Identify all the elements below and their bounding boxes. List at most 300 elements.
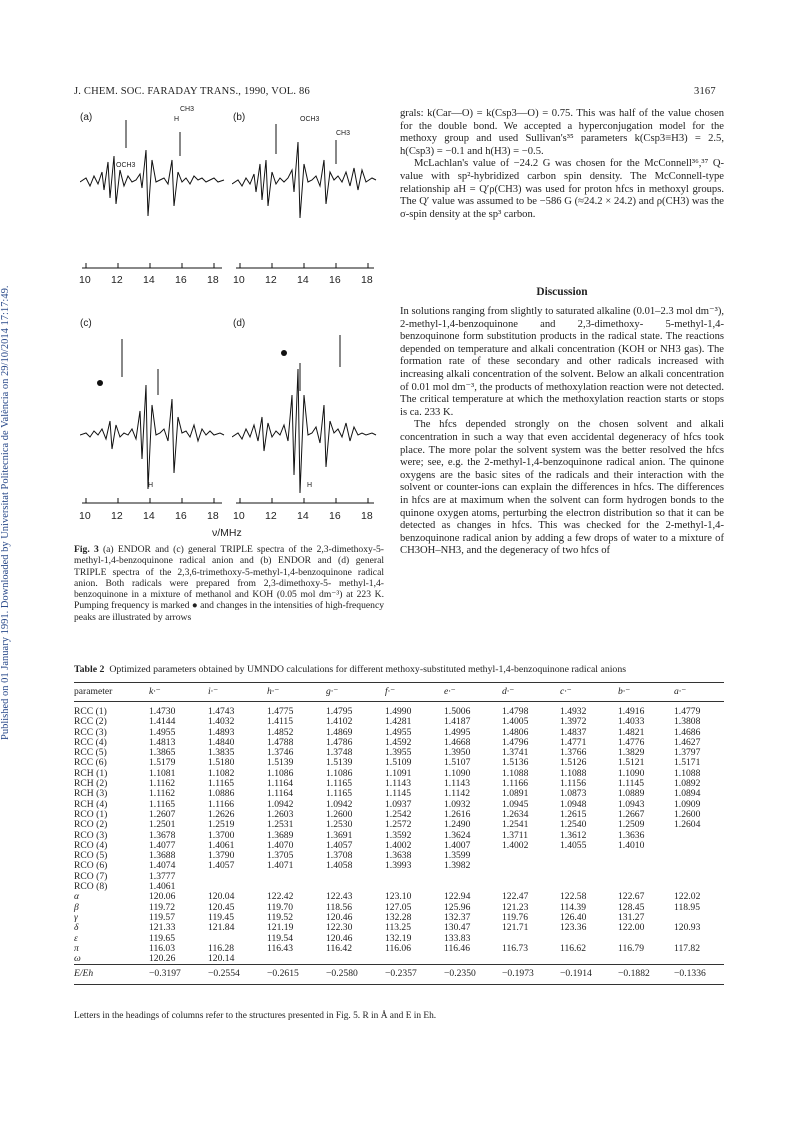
table-cell: 1.1088 [674,767,701,779]
figure-caption-text: (a) ENDOR and (c) general TRIPLE spectra of the 2,3-dimethoxy-5-methyl-1,4-benzoquinone radical anion and (b) ENDOR and (d) general TRIPLE spectra of the 2,3,6-trimethoxy-5-methyl-1,4-benzoquinone radical anion. Both radicals were prepared from 2,3-dimethoxy-5- methyl-1,4-benzoquinone in a mixture of methanol and KOH (0.05 mol dm⁻³) at 223 K. Pumping frequency is marked ● and changes in the intensities of high-frequency peaks are illustrated by arrows [74,544,385,623]
column-header: a·⁻ [674,683,724,702]
table-cell [502,861,560,871]
axis-bottom-row [82,497,382,509]
energy-row [74,965,724,984]
row-label: π [74,942,79,954]
table-cell: 1.5126 [560,757,587,769]
table-cell: 1.4005 [502,716,529,728]
table-cell: 1.1142 [444,788,471,800]
table-cell: 121.71 [502,922,529,934]
table-cell: 1.3691 [326,829,353,841]
table-cell: 1.1090 [444,767,471,779]
table-cell: 1.2634 [502,808,529,820]
table-cell: 1.3835 [208,747,235,759]
table-cell: 1.4686 [674,726,701,738]
table-cell: 119.57 [149,911,176,923]
table-cell: 1.5139 [326,757,353,769]
row-label: RCO (1) [74,808,108,820]
table-cell [618,861,674,871]
table-cell: 1.4995 [444,726,471,738]
table-cell: 1.3746 [267,747,294,759]
column-header: parameter [74,683,149,702]
table-cell: 119.65 [149,932,176,944]
column-header: f·⁻ [385,683,444,702]
table-cell: 121.23 [502,901,529,913]
table-cell: 1.2607 [149,808,176,820]
row-label: RCH (3) [74,788,108,800]
table-cell: 1.4077 [149,839,176,851]
table-cell: 1.3705 [267,850,294,862]
table-cell [502,954,560,965]
spectrum-d-trace [232,325,382,495]
table-cell [267,872,326,882]
table-cell [208,872,267,882]
table-cell: 1.2616 [444,808,471,820]
table-cell: 116.79 [618,942,645,954]
table-cell: 1.5139 [267,757,294,769]
body-paragraph: The hfcs depended strongly on the chosen solvent and alkali concentration in such a way that even accidental degeneracy of hfcs took place. The more polar the solvent system was the better resolved the hfcs were; see, e.g. the 2-methyl-1,4-benzoquinone radical anion. The quinone oxygens are the basic sites of the radicals and their interaction with the solvent or counter-ions can explain the differences in hfcs. The differences in hfcs are at maximum when the solvent can form hydrogen bonds to the quinone oxygen atoms, perturbing the electron distribution so that it can be detected as changes in hfcs. This was checked for the 2-methyl-1,4-benzoquinone radical anion by adding a few drops of water to a mixture of CH3OH–NH3, and the degeneracy of two hfcs of [400,419,724,557]
table-row [74,923,724,933]
table-cell [618,851,674,861]
table-cell [674,831,724,841]
panel-b-label: (b) [233,112,246,123]
row-label: E/Eh [74,965,149,984]
table-cell: 1.5006 [444,706,471,717]
panel-d-h-label: H [307,482,313,489]
table-cell: 1.3741 [502,747,529,759]
tick-label: 12 [265,274,277,286]
table-cell: 1.0891 [502,788,529,800]
table-cell: 1.1164 [267,778,294,790]
table-cell: 1.4893 [208,726,235,738]
tick-label: 14 [297,510,309,522]
table-cell [267,954,326,965]
table-cell: 1.4102 [326,716,353,728]
table-cell: 1.0942 [326,798,353,810]
table-cell: 122.94 [444,891,471,903]
table-cell: 1.5121 [618,757,645,769]
row-label: δ [74,922,79,934]
table-cell: 1.4852 [267,726,294,738]
table-cell: 1.0945 [502,798,529,810]
table-cell: 1.2600 [674,808,701,820]
table-cell: 117.82 [674,942,701,954]
table-cell: 1.3955 [385,747,412,759]
table-cell: 1.4187 [444,716,471,728]
table-cell: 1.0889 [618,788,645,800]
table-cell: 1.4010 [618,839,645,851]
table-cell: 120.46 [326,911,353,923]
panel-c-h-label: H [148,482,154,489]
table-cell: 1.4776 [618,736,645,748]
table-cell: 1.1156 [560,778,587,790]
table-cell: 1.4033 [618,716,645,728]
table-cell: 1.4668 [444,736,471,748]
body-paragraph: grals: k(Car—O) = k(Csp3—O) = 0.75. This was half of the value chosen for the double bond. We accepted a hyperconjugation model for the methoxy group and used Sullivan's³⁵ parameters k(Csp3≡H3) = 2.5, h(Csp3) = −0.1 and h(H3) = −0.5. [400,108,724,157]
table-cell: 113.25 [385,922,412,934]
table-cell: 1.3612 [560,829,587,841]
table-cell: 1.4955 [385,726,412,738]
table-cell: 1.4813 [149,736,176,748]
column-header: i·⁻ [208,683,267,702]
table-cell: 1.4144 [149,716,176,728]
table-cell: 1.3624 [444,829,471,841]
table-cell [618,954,674,965]
table-cell [674,851,724,861]
table-cell: 116.03 [149,942,176,954]
table-cell: 1.2519 [208,819,235,831]
table-cell: 1.4821 [618,726,645,738]
table-cell: 120.26 [149,953,176,965]
right-column-discussion [400,306,724,558]
section-heading: Discussion [536,286,588,298]
table-cell [444,872,502,882]
figure-caption-lead: Fig. 3 [74,544,99,555]
table-title-lead: Table 2 [74,664,105,675]
table-cell: 122.47 [502,891,529,903]
panel-d-label: (d) [233,318,246,329]
table-cell: 122.67 [618,891,645,903]
table-cell: 1.4058 [326,860,353,872]
table-cell: 119.70 [267,901,294,913]
table-cell [674,841,724,851]
row-label: RCO (4) [74,839,108,851]
table-cell: 120.04 [208,891,235,903]
table-cell: 1.1082 [208,767,235,779]
table-cell [674,872,724,882]
table-cell: 1.1086 [326,767,353,779]
table-cell: 1.3950 [444,747,471,759]
table-cell: 1.4869 [326,726,353,738]
table-cell: 1.4743 [208,706,235,717]
table-cell: −0.1914 [560,965,618,984]
table-cell: 1.3748 [326,747,353,759]
table-cell: −0.2615 [267,965,326,984]
table-cell: 1.3766 [560,747,587,759]
table-cell: 121.84 [208,922,235,934]
table-cell: 130.47 [444,922,471,934]
table-cell: −0.2357 [385,965,444,984]
table-cell [326,954,385,965]
table-cell: 1.4730 [149,706,176,717]
download-stamp [0,220,16,740]
journal-header: J. CHEM. SOC. FARADAY TRANS., 1990, VOL. 86 [74,86,310,97]
table-cell [560,851,618,861]
table-cell: 1.1088 [560,767,587,779]
table-cell: 1.0892 [674,778,701,790]
table-cell: 1.4057 [326,839,353,851]
spectrum-b-trace [232,120,382,220]
table-cell [385,954,444,965]
table-cell [444,954,502,965]
table-cell: 1.2541 [502,819,529,831]
table-cell: 1.4071 [267,860,294,872]
column-header: d·⁻ [502,683,560,702]
table-cell [618,872,674,882]
table-cell: 1.4796 [502,736,529,748]
row-label: RCC (4) [74,736,107,748]
table-cell: 1.3865 [149,747,176,759]
table-cell: 128.45 [618,901,645,913]
table-cell: 1.5179 [149,757,176,769]
table-cell: 119.72 [149,901,176,913]
table-cell: 1.4798 [502,706,529,717]
row-label: RCH (1) [74,767,108,779]
panel-a-och3-label: OCH3 [116,162,136,169]
panel-a-label: (a) [80,112,93,123]
tick-label: 10 [79,510,91,522]
row-label: RCO (8) [74,881,108,893]
table-cell: 1.1165 [326,788,353,800]
table-title-text: Optimized parameters obtained by UMNDO calculations for different methoxy-substituted methyl-1,4-benzoquinone radical anions [109,664,627,675]
table-cell: −0.1973 [502,965,560,984]
table-cell: 1.1088 [502,767,529,779]
table-cell: 1.4840 [208,736,235,748]
table-cell: 1.3829 [618,747,645,759]
tick-label: 18 [207,274,219,286]
tick-label: 14 [297,274,309,286]
table-cell: 1.1081 [149,767,176,779]
table-cell: 118.56 [326,901,353,913]
table-cell: −0.2350 [444,965,502,984]
table-cell: 1.2540 [560,819,587,831]
table-cell: 121.19 [267,922,294,934]
table-cell: 127.05 [385,901,412,913]
table-cell: 1.3599 [444,850,471,862]
tick-label: 18 [361,274,373,286]
table-cell [560,954,618,965]
column-header: e·⁻ [444,683,502,702]
table-cell: −0.1882 [618,965,674,984]
row-label: RCH (4) [74,798,108,810]
row-label: RCC (5) [74,747,107,759]
table-cell: 1.2600 [326,808,353,820]
table-cell: 1.2615 [560,808,587,820]
table-cell [502,872,560,882]
tick-label: 10 [233,510,245,522]
table-cell: 114.39 [560,901,587,913]
table-cell: 1.3678 [149,829,176,841]
table-cell: 131.27 [618,911,645,923]
table-cell: 1.5136 [502,757,529,769]
tick-label: 16 [329,510,341,522]
table-cell: 1.3688 [149,850,176,862]
column-header: g·⁻ [326,683,385,702]
table-cell: 120.14 [208,953,235,965]
table-cell: 1.1145 [618,778,645,790]
table-cell: 1.3790 [208,850,235,862]
table-cell: 122.30 [326,922,353,934]
row-label: RCC (6) [74,757,107,769]
table-cell: 132.37 [444,911,471,923]
table-cell: 1.0943 [618,798,645,810]
table-cell: 1.2542 [385,808,412,820]
table-cell: 119.54 [267,932,294,944]
table-cell: 1.3636 [618,829,645,841]
table-cell: 1.2501 [149,819,176,831]
table-cell: 1.3808 [674,716,701,728]
table-cell: 1.3592 [385,829,412,841]
table-cell: 1.0886 [208,788,235,800]
table-title [74,664,734,675]
right-column-top [400,108,724,221]
column-header: c·⁻ [560,683,618,702]
panel-a-h-label: H [174,116,180,123]
table-cell: 1.4055 [560,839,587,851]
download-stamp-text: Published on 01 January 1991. Downloaded by Universitat Politecnica de València on 29/10/2014 17:17:49. [0,285,11,740]
axis-top-row [82,262,382,274]
row-label: RCO (6) [74,860,108,872]
table-cell: 1.4837 [560,726,587,738]
table-cell: 122.00 [618,922,645,934]
table-cell: 1.4916 [618,706,645,717]
tick-label: 12 [111,510,123,522]
table-cell: 1.4057 [208,860,235,872]
panel-c-label: (c) [80,318,92,329]
tick-label: 18 [207,510,219,522]
table-cell: 120.46 [326,932,353,944]
table-cell: 120.45 [208,901,235,913]
table-cell: 1.1162 [149,788,176,800]
table-cell: 116.62 [560,942,587,954]
table-cell: 1.4002 [502,839,529,851]
table-header-row [74,683,724,702]
table-cell [560,872,618,882]
table-cell: 1.3689 [267,829,294,841]
table-cell [674,954,724,965]
table-cell [502,851,560,861]
table-cell: 1.2531 [267,819,294,831]
row-label: β [74,901,79,913]
table-cell: 1.2572 [385,819,412,831]
table-cell: 132.28 [385,911,412,923]
table-cell: 1.3972 [560,716,587,728]
table-cell: 1.1166 [208,798,235,810]
table-cell: 133.83 [444,932,471,944]
table-cell: 1.4955 [149,726,176,738]
table-cell: 1.1091 [385,767,412,779]
table-cell: 119.45 [208,911,235,923]
tick-label: 18 [361,510,373,522]
table-cell [674,861,724,871]
table-row [74,954,724,965]
spectrum-c-trace [80,325,230,495]
table-cell: 123.36 [560,922,587,934]
table-cell: 119.52 [267,911,294,923]
table-cell: 1.2604 [674,819,701,831]
table-cell: 1.1164 [267,788,294,800]
column-header: b·⁻ [618,683,674,702]
table-cell: 1.4074 [149,860,176,872]
row-label: ε [74,932,78,944]
table-cell [326,872,385,882]
table-cell: −0.3197 [149,965,208,984]
spectrum-a-trace [80,120,230,220]
table-cell: 1.1145 [385,788,412,800]
tick-label: 14 [143,274,155,286]
table-cell: 1.3700 [208,829,235,841]
body-paragraph: McLachlan's value of −24.2 G was chosen for the McConnell³⁶,³⁷ Q-value with sp²-hybridized carbon spin density. The McConnell-type relationship aH = Q′ρ(CH3) was used for proton hfcs in methoxyl groups. The Q′ value was assumed to be −586 G (≈24.2 × 24.2) and ρ(CH3) was the σ-spin density at the sp³ carbon. [400,158,724,220]
table-cell: 122.43 [326,891,353,903]
page-number: 3167 [694,86,716,97]
table-cell: 1.3711 [502,829,529,841]
table-cell: 1.5180 [208,757,235,769]
tick-label: 16 [175,274,187,286]
table-cell: 122.02 [674,891,701,903]
table-cell: 1.0932 [444,798,471,810]
table-cell: 116.73 [502,942,529,954]
table-cell: 116.42 [326,942,353,954]
table-cell: 1.4627 [674,736,701,748]
tick-label: 16 [329,274,341,286]
table-cell: −0.1336 [674,965,724,984]
row-label: RCC (2) [74,716,107,728]
table-cell: 116.28 [208,942,235,954]
table-cell: 1.3638 [385,850,412,862]
figure-caption [74,544,384,623]
row-label: RCO (5) [74,850,108,862]
row-label: RCC (3) [74,726,107,738]
table-cell: 1.4007 [444,839,471,851]
row-label: RCO (2) [74,819,108,831]
table-cell: 118.95 [674,901,701,913]
table-cell [560,861,618,871]
table-cell: 1.4990 [385,706,412,717]
row-label: RCC (1) [74,706,107,717]
tick-label: 14 [143,510,155,522]
panel-b-ch3-label: CH3 [336,130,351,137]
table-cell: 1.1166 [502,778,529,790]
table-cell: 1.1086 [267,767,294,779]
table-cell: 116.06 [385,942,412,954]
table-cell: 121.33 [149,922,176,934]
table-cell: 1.5171 [674,757,701,769]
table-cell: 1.2603 [267,808,294,820]
table-cell: 1.1143 [385,778,412,790]
table-cell: 1.0909 [674,798,701,810]
table-cell: 1.5109 [385,757,412,769]
table-cell: 1.3708 [326,850,353,862]
table-cell: 1.4806 [502,726,529,738]
table-cell: 1.3982 [444,860,471,872]
body-paragraph: In solutions ranging from slightly to saturated alkaline (0.01–2.3 mol dm⁻³), 2-methyl-1,4-benzoquinone and 2,3-dimethoxy- 5-methyl-1,4-benzoquinone form substitution products in the radical state. The reactions depended on temperature and alkali concentration (KOH or NH3 gas). The formation rate of these secondary and other radicals increased with increasing alkali concentration of the solvent. Below an alkali concentration of 0.01 mol dm⁻³, the products of methoxylation reaction were not detected. The critical temperature at which the methoxylation reaction starts or stops is ca. 233 K. [400,306,724,418]
table-cell: 126.40 [560,911,587,923]
table-cell: 1.1143 [444,778,471,790]
table-cell: 116.43 [267,942,294,954]
tick-label: 10 [79,274,91,286]
table-cell: 1.2530 [326,819,353,831]
tick-label: 10 [233,274,245,286]
table-cell: 1.2509 [618,819,645,831]
table-row [74,702,724,718]
table-cell: 1.0937 [385,798,412,810]
table-cell [385,872,444,882]
table-cell: 1.3777 [149,870,176,882]
panel-b-och3-label: OCH3 [300,116,320,123]
table-cell: −0.2554 [208,965,267,984]
table-cell: 1.1162 [149,778,176,790]
table-cell: 1.4786 [326,736,353,748]
tick-label: 12 [111,274,123,286]
table-cell: 1.1165 [326,778,353,790]
table-cell: 1.4002 [385,839,412,851]
axis-label: ν/MHz [212,527,242,539]
table-cell: 1.4932 [560,706,587,717]
table-cell: 119.76 [502,911,529,923]
table-cell: 1.3993 [385,860,412,872]
table-cell: 1.3797 [674,747,701,759]
table-cell: 1.4061 [208,839,235,851]
